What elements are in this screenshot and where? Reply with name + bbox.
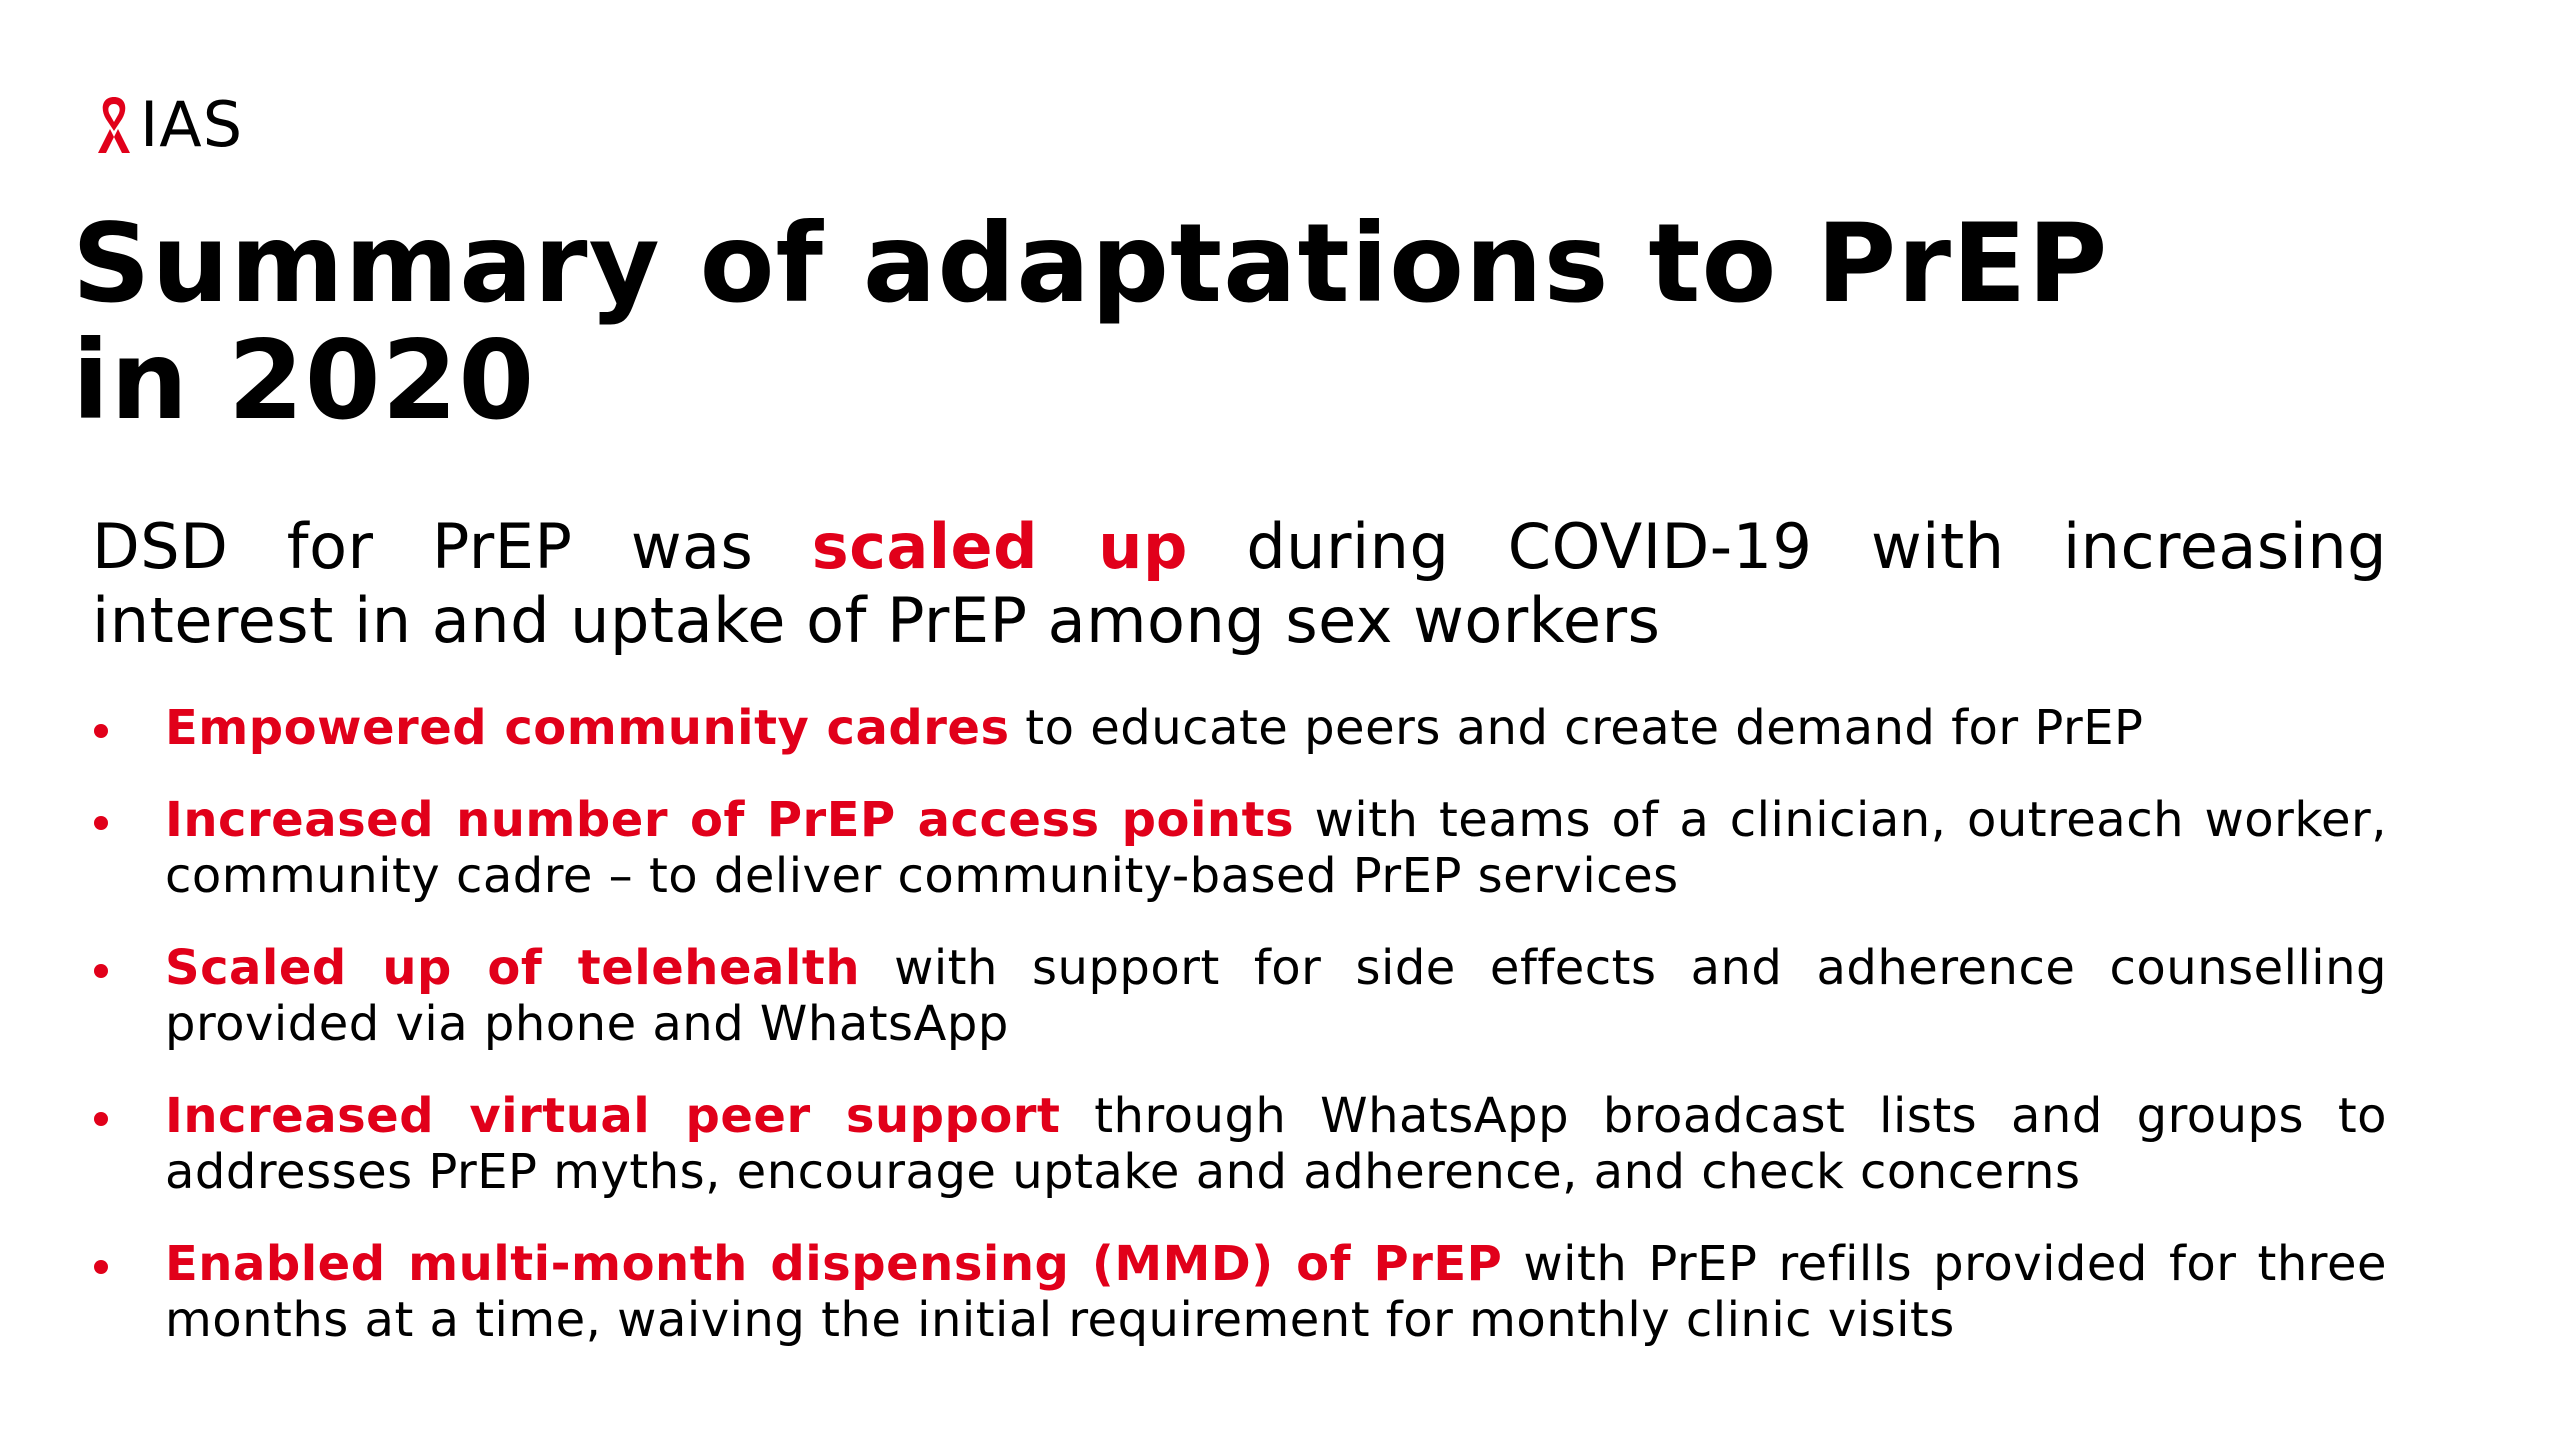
bullet-text: to educate peers and create demand for PrEP bbox=[1009, 700, 2144, 756]
bullet-text: through WhatsApp broadcast lists and groups to addresses PrEP myths, encourage uptake and adherence, and check concerns bbox=[165, 1088, 2388, 1200]
bullet-text: with teams of a clinician, outreach worker, community cadre – to deliver community-based PrEP services bbox=[165, 792, 2387, 904]
intro-text-post: during COVID-19 with increasing bbox=[1246, 510, 2388, 583]
logo-text: IAS bbox=[140, 88, 244, 161]
bullet-text: with PrEP refills provided for three months at a time, waiving the initial requirement for monthly clinic visits bbox=[165, 1236, 2388, 1348]
bullet-dot-icon bbox=[94, 816, 108, 830]
bullet-dot-icon bbox=[94, 724, 108, 738]
intro-text-pre: DSD for PrEP was bbox=[92, 510, 754, 583]
bullet-dot-icon bbox=[94, 964, 108, 978]
bullet-highlight: Increased virtual peer support bbox=[165, 1088, 1061, 1144]
bullet-dot-icon bbox=[94, 1260, 108, 1274]
intro-paragraph bbox=[92, 510, 2387, 658]
intro-line-1 bbox=[92, 510, 2387, 584]
title-line-2: in 2020 bbox=[72, 317, 536, 444]
ias-logo bbox=[92, 90, 243, 160]
title-line-1: Summary of adaptations to PrEP bbox=[72, 200, 2109, 327]
bullet-text: with support for side effects and adherence counselling provided via phone and WhatsApp bbox=[165, 940, 2388, 1052]
bullet-item bbox=[92, 700, 2387, 756]
bullet-item bbox=[92, 1236, 2387, 1348]
bullet-item bbox=[92, 792, 2387, 904]
bullet-item bbox=[92, 940, 2387, 1052]
intro-highlight: scaled up bbox=[811, 510, 1188, 583]
bullet-highlight: Scaled up of telehealth bbox=[165, 940, 860, 996]
bullet-list bbox=[92, 700, 2387, 1384]
bullet-highlight: Enabled multi-month dispensing (MMD) of PrEP bbox=[165, 1236, 1503, 1292]
red-ribbon-icon bbox=[92, 93, 136, 157]
bullet-highlight: Increased number of PrEP access points bbox=[165, 792, 1295, 848]
bullet-dot-icon bbox=[94, 1112, 108, 1126]
bullet-item bbox=[92, 1088, 2387, 1200]
page-title bbox=[72, 200, 2372, 444]
intro-line-2: interest in and uptake of PrEP among sex workers bbox=[92, 584, 1661, 657]
bullet-highlight: Empowered community cadres bbox=[165, 700, 1010, 756]
